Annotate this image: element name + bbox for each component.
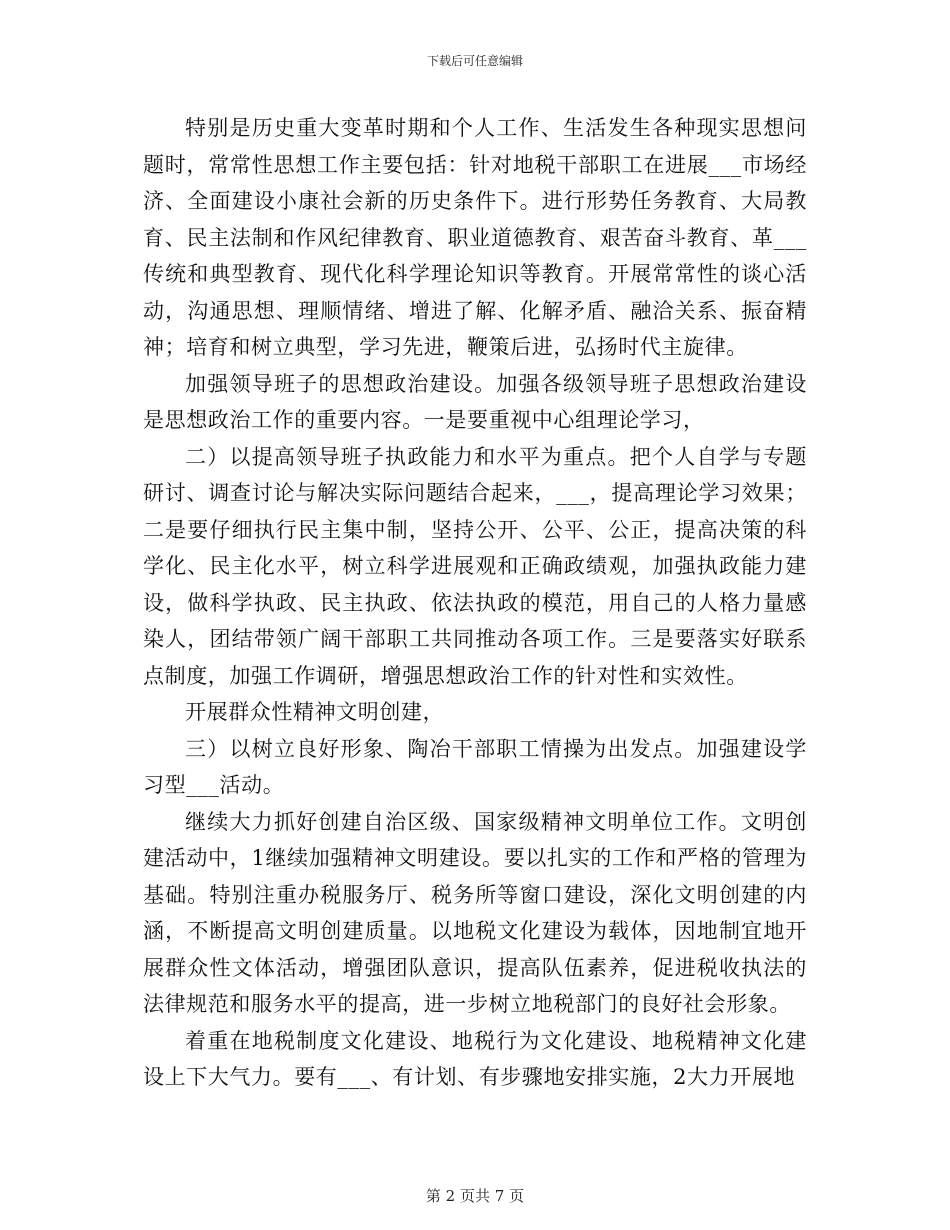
paragraph-2: 加强领导班子的思想政治建设。加强各级领导班子思想政治建设是思想政治工作的重要内容。一是要重视中心组理论学习， bbox=[143, 371, 807, 432]
paragraph-6: 继续大力抓好创建自治区级、国家级精神文明单位工作。文明创建活动中，1继续加强精神文明建设。要以扎实的工作和严格的管理为基础。特别注重办税服务厅、税务所等窗口建设，深化文明创建的内涵，不断提高文明创建质量。以地税文化建设为载体，因地制宜地开展群众性文体活动，增强团队意识，提高队伍素养，促进税收执法的法律规范和服务水平的提高，进一步树立地税部门的良好社会形象。 bbox=[143, 809, 807, 1016]
page-footer: 第 2 页共 7 页 bbox=[425, 1187, 525, 1205]
paragraph-3: 二）以提高领导班子执政能力和水平为重点。把个人自学与专题研讨、调查讨论与解决实际问题结合起来，___，提高理论学习效果；二是要仔细执行民主集中制，坚持公开、公平、公正，提高决策的科学化、民主化水平，树立科学进展观和正确政绩观，加强执政能力建设，做科学执政、民主执政、依法执政的模范，用自己的人格力量感染人，团结带领广阔干部职工共同推动各项工作。三是要落实好联系点制度，加强工作调研，增强思想政治工作的针对性和实效性。 bbox=[143, 444, 807, 688]
paragraph-7: 着重在地税制度文化建设、地税行为文化建设、地税精神文化建设上下大气力。要有___、有计划、有步骤地安排实施，2大力开展地 bbox=[143, 1028, 807, 1089]
paragraph-1: 特别是历史重大变革时期和个人工作、生活发生各种现实思想问题时，常常性思想工作主要包括：针对地税干部职工在进展___市场经济、全面建设小康社会新的历史条件下。进行形势任务教育、大局教育、民主法制和作风纪律教育、职业道德教育、艰苦奋斗教育、革___传统和典型教育、现代化科学理论知识等教育。开展常常性的谈心活动，沟通思想、理顺情绪、增进了解、化解矛盾、融洽关系、振奋精神；培育和树立典型，学习先进，鞭策后进，弘扬时代主旋律。 bbox=[143, 116, 807, 359]
page-header: 下载后可任意编辑 bbox=[426, 54, 523, 68]
paragraph-4: 开展群众性精神文明创建， bbox=[185, 700, 445, 724]
paragraph-5: 三）以树立良好形象、陶冶干部职工情操为出发点。加强建设学习型___活动。 bbox=[143, 736, 807, 797]
document-body bbox=[143, 110, 807, 1096]
